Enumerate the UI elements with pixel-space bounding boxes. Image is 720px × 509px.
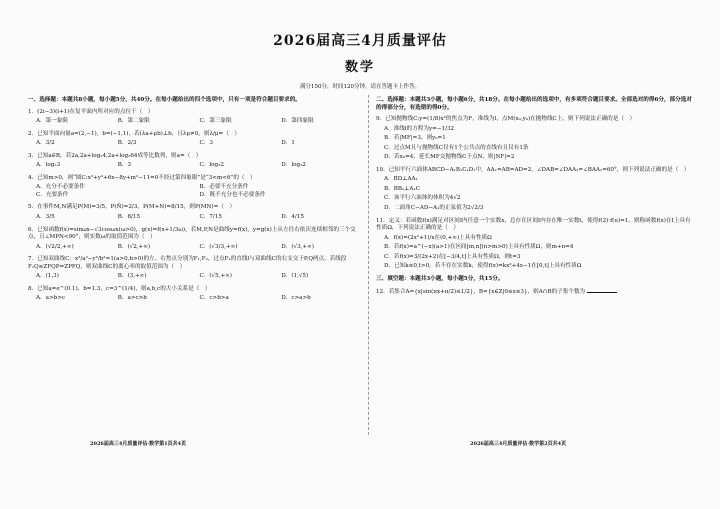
- question-11-stem: 11．定义：若函数f(x)满足对区间I内任意一个实数x，总存在区间I内存在唯一实数t，使得f(2)·f(u)=1，则称函数f(x)在I上具有性质Ω，下列说法正确的是（ ）: [376, 217, 691, 232]
- q10-option-a: A．BD⊥AA₁: [384, 176, 418, 183]
- left-questions: [28, 109, 363, 303]
- q5-option-c: C．7/15: [199, 214, 222, 221]
- question-4-stem: 4．已知m>0，则“圆C:x²+y²+6x−8y+m²−11=0不经过第四象限”是“3<m<6”的（ ）: [28, 174, 256, 181]
- q6-option-a: A．(√2/2,+∞): [36, 243, 74, 250]
- section-3-heading: 三、填空题：本题共3小题，每小题5分，共15分。: [376, 275, 504, 282]
- footer-right: 2026届高三4月质量评估·数学第2页共4页: [470, 441, 567, 447]
- exam-title: 2026届高三4月质量评估: [273, 33, 447, 49]
- q4-option-d: D．既不充分也不必要条件: [199, 191, 266, 198]
- q10-option-c: C．该平行六面体的体积为4√2: [384, 195, 461, 202]
- q1-option-a: A．第一象限: [36, 118, 69, 125]
- question-1-options: [36, 118, 363, 126]
- question-6-options: [36, 244, 363, 252]
- q4-option-c: C．充要条件: [36, 191, 69, 198]
- q1-option-c: C．第三象限: [199, 118, 232, 125]
- q8-option-c: C．c>b>a: [199, 295, 229, 302]
- q1-option-d: D．第四象限: [281, 118, 314, 125]
- q5-option-a: A．3/5: [36, 214, 55, 221]
- q2-option-d: D．1: [281, 140, 295, 147]
- question-7-options: [36, 273, 363, 281]
- q11-option-c: C．若f(x)=3/(2x+2)在[−3/4,t]上具有性质Ω，则t=3: [384, 253, 521, 260]
- q11-option-a: A．f(x)=(2x²+1)/x在(0,+∞)上具有性质Ω: [384, 234, 492, 241]
- question-5-options: [36, 214, 363, 222]
- q5-option-b: B．8/15: [117, 214, 141, 221]
- q6-option-b: B．(√2,+∞): [117, 243, 151, 250]
- q10-option-d: D．二面角C−AD−A₁的正弦值为2√2/3: [384, 205, 484, 212]
- q11-option-b: B．若f(x)=a^(−x)(a>1)在区间[m,n](n>m>0)上具有性质Ω，则m+n=4: [384, 244, 574, 251]
- question-1-stem: 1．(2i−3)(i+1)在复平面内所对应的点位于（ ）: [28, 108, 154, 115]
- question-3-stem: 3．已知a∈R，若2a,2a+log₂4,2a+log₂64成等比数列，则a=（ ）: [28, 152, 202, 159]
- left-column: [28, 97, 363, 308]
- column-divider: [368, 95, 369, 435]
- q4-option-a: A．充分不必要条件: [36, 184, 85, 191]
- question-8-stem: 8．已知a=e^(0.1)，b=1.3，c=3^(1/4)，则a,b,c的大小关系是（ ）: [28, 285, 211, 292]
- q9-option-d: D．若x₀=4，延长MF交抛物线C于点N，则|NF|=2: [384, 154, 515, 161]
- q2-option-a: A．3/2: [36, 140, 55, 147]
- q3-option-a: A．log₂3: [36, 162, 61, 169]
- exam-note: 满分150分，时间120分钟，请在答题卡上作答。: [300, 84, 420, 90]
- question-9-stem: 9．已知抛物线C:y=(1/8)x²的焦点为F，准线为l，点M(x₀,y₀)在抛物线C上，则下列说法正确的是（ ）: [376, 116, 636, 123]
- q8-option-a: A．a>b>c: [36, 295, 66, 302]
- right-column: [376, 97, 696, 299]
- section-2-heading: 二、选择题：本题共3小题，每小题6分，共18分。在每小题给出的选项中，有多项符合题目要求。全部选对的得6分，部分选对的得部分分，有选错的得0分。: [376, 97, 692, 111]
- q6-option-c: C．(√3/3,+∞): [199, 243, 238, 250]
- q11-option-d: D．已知k≤0,t>0，若不存在实数k，使得f(x)=kx²+4x−1在[0,t]上具有性质Ω: [384, 263, 582, 270]
- question-12: [376, 287, 696, 297]
- q7-option-b: B．(3,+∞): [117, 273, 147, 280]
- question-12-stem: 12．若集合A={x|sin(πx+π/2)≤1/2}，B={x∈Z|0≤x≤3}，则A∩B的子集个数为: [376, 289, 586, 296]
- q1-option-b: B．第二象限: [117, 118, 150, 125]
- q7-option-a: A．(1,3): [36, 273, 59, 280]
- subject-heading: 数学: [344, 60, 375, 75]
- question-6-stem: 6．已知函数f(x)=sinωx−√3cosωx(ω>0)，g(x)=f(x+1/3ω)，若M,P,N是曲线y=f(x)，y=g(x)上从左往右依次连续相邻的三个交点，且∠MPN<90°，则实数ω的取值范围为（ ）: [28, 226, 356, 241]
- question-4-options: [36, 184, 363, 199]
- q9-option-c: C．过点M且与抛物线C仅有1个公共点的直线有且仅有1条: [384, 144, 529, 151]
- footer-left: 2026届高三4月质量评估·数学第1页共4页: [90, 441, 187, 447]
- question-10-stem: 10．已知平行六面体ABCD−A₁B₁C₁D₁中，AA₁=AB=AD=2，∠DAB=∠DAA₁=∠BAA₁=60°，则下列说法正确的是（ ）: [376, 166, 690, 173]
- question-5-stem: 5．在事件M,N满足P(M)=3/5，P(N̄)=2/3，P(M+N)=8/15，则P(MN)=（ ）: [28, 204, 236, 211]
- q2-option-c: C．3: [199, 140, 213, 147]
- q3-option-c: C．log₃2: [199, 162, 224, 169]
- q3-option-b: B．3: [117, 162, 132, 169]
- question-7-stem: 7．已知双曲线C：x²/a²−y²/b²=1(a>0,b>0)的左、右焦点分别为F₁,F₂，过点F₁的直线l与双曲线C的右支交于P,Q两点，若线段F₁Q≥ZFQP=ZPFQ，则双曲线C的离心率的取值范围为（ ）: [28, 256, 347, 270]
- q2-option-b: B．2/3: [117, 140, 137, 147]
- question-8-options: [36, 295, 363, 303]
- q9-option-b: B．若|MF|=3，则y₀=1: [384, 135, 446, 142]
- q8-option-b: B．a>c>b: [117, 295, 147, 302]
- q4-option-b: B．必要不充分条件: [199, 184, 249, 191]
- q7-option-d: D．(1,√5): [281, 273, 309, 280]
- question-2-stem: 2．已知平面向量a=(2,−1)，b=(−1,1)，若(λa+μb)⊥b，且λμ≠0，则λ/μ=（ ）: [28, 130, 241, 137]
- question-2-options: [36, 140, 363, 148]
- q9-option-a: A．准线l的方程为y=−1/32: [384, 125, 455, 132]
- q10-option-b: B．BB₁⊥A₁C: [384, 185, 420, 192]
- q3-option-d: D．log₃2: [281, 162, 306, 169]
- q5-option-d: D．4/15: [281, 214, 304, 221]
- q6-option-d: D．(√3,+∞): [281, 243, 314, 250]
- question-3-options: [36, 162, 363, 170]
- q8-option-d: D．c>a>b: [281, 295, 311, 302]
- answer-blank[interactable]: [587, 287, 617, 293]
- q7-option-c: C．(√5,+∞): [199, 273, 232, 280]
- section-1-heading: 一、选择题：本题共8小题，每小题5分，共40分。在每小题给出的四个选项中，只有一项是符合题目要求的。: [28, 97, 301, 103]
